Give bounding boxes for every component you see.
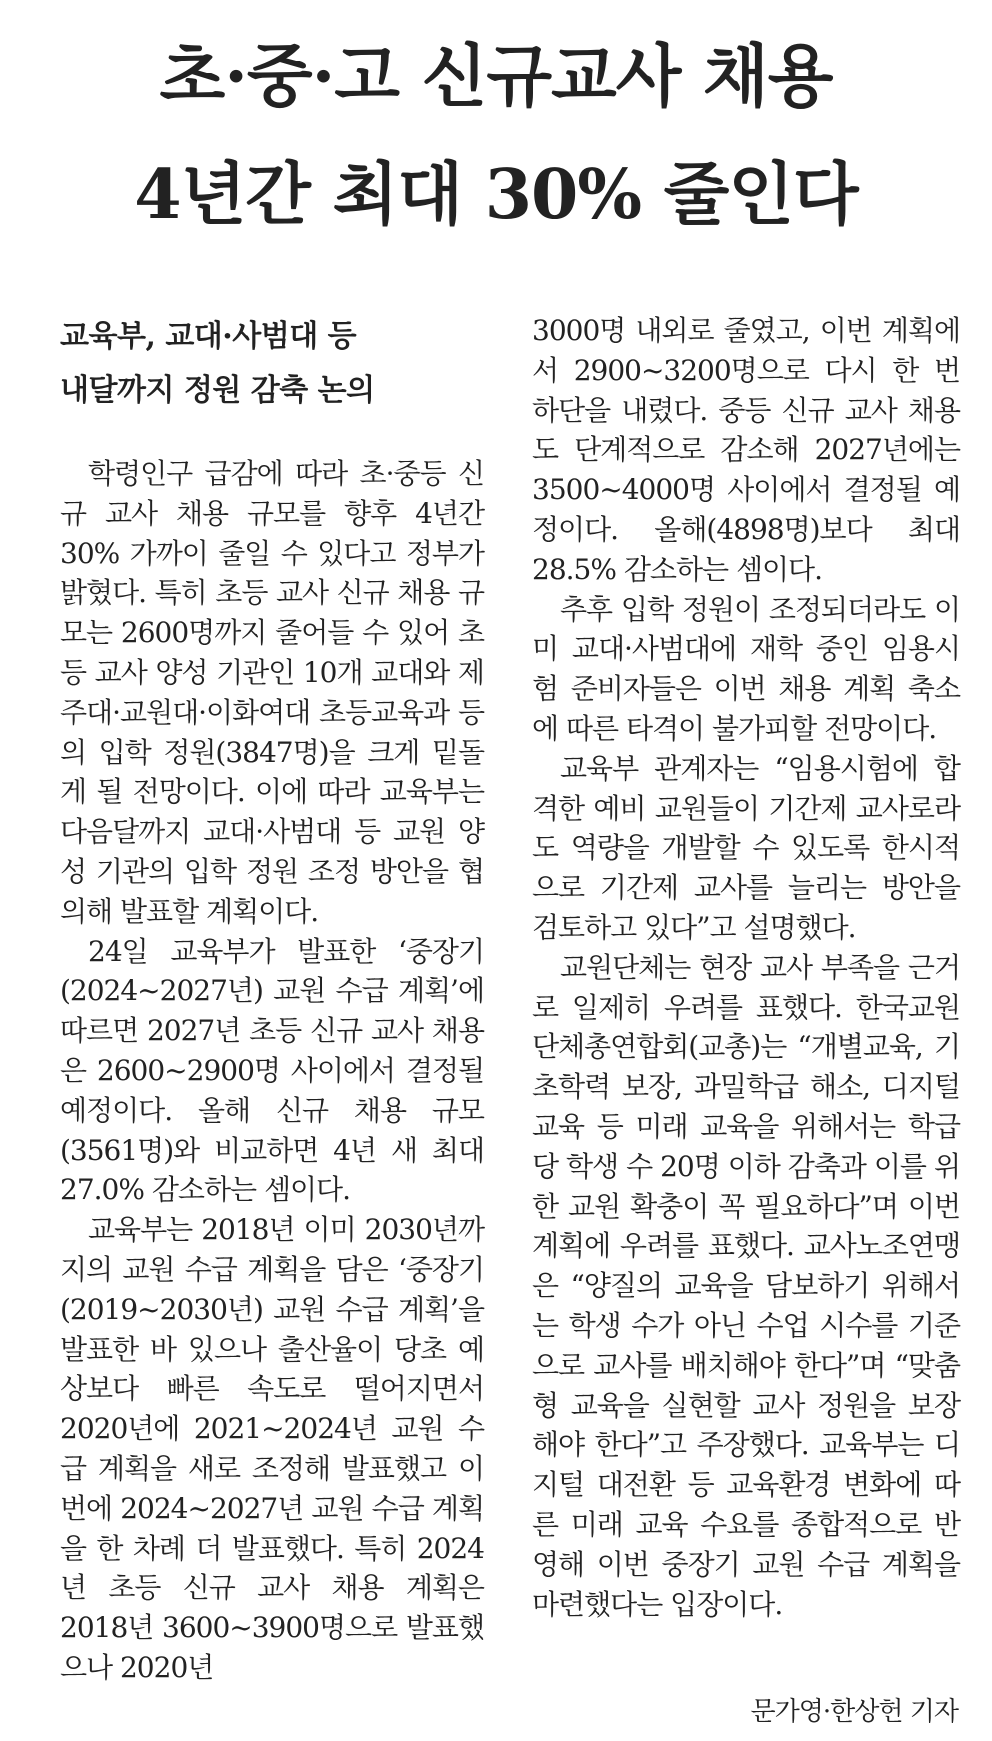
byline: 문가영·한상헌 기자 [750, 1697, 958, 1727]
paragraph: 교육부는 2018년 이미 2030년까지의 교원 수급 계획을 담은 ‘중장기(2019~2030년) 교원 수급 계획’을 발표한 바 있으나 출산율이 당초 예상보다 빠른 속도로 떨어지면서 2020년에 2021~2024년 교원 수급 계획을 새로 조정해 발표했고 이번에 2024~2027년 교원 수급 계획을 한 차례 더 발표했다. 특히 2024년 초등 신규 교사 채용 계획은 2018년 3600~3900명으로 발표했으나 2020년 [60, 1213, 484, 1684]
left-column [60, 310, 484, 1688]
headline-line-1: 초·중·고 신규교사 채용 [159, 37, 833, 117]
subheadline-line-1: 교육부, 교대·사범대 등 [60, 319, 357, 354]
right-column [532, 311, 960, 1624]
headline [0, 18, 992, 254]
paragraph: 24일 교육부가 발표한 ‘중장기(2024~2027년) 교원 수급 계획’에 따르면 2027년 초등 신규 교사 채용은 2600~2900명 사이에서 결정될 예정이다. 올해 신규 채용 규모(3561명)와 비교하면 4년 새 최대 27.0% 감소하는 셈이다. [60, 934, 484, 1207]
paragraph: 교원단체는 현장 교사 부족을 근거로 일제히 우려를 표했다. 한국교원단체총연합회(교총)는 “개별교육, 기초학력 보장, 과밀학급 해소, 디지털 교육 등 미래 교육을 위해서는 학급당 학생 수 20명 이하 감축과 이를 위한 교원 확충이 꼭 필요하다”며 이번 계획에 우려를 표했다. 교사노조연맹은 “양질의 교육을 담보하기 위해서는 학생 수가 아닌 수업 시수를 기준으로 교사를 배치해야 한다”며 “맞춤형 교육을 실현할 교사 정원을 보장해야 한다”고 주장했다. 교육부는 디지털 대전환 등 교육환경 변화에 따른 미래 교육 수요를 종합적으로 반영해 이번 중장기 교원 수급 계획을 마련했다는 입장이다. [532, 950, 960, 1621]
subheadline-line-2: 내달까지 정원 감축 논의 [60, 373, 375, 408]
paragraph: 교육부 관계자는 “임용시험에 합격한 예비 교원들이 기간제 교사로라도 역량을 개발할 수 있도록 한시적으로 기간제 교사를 늘리는 방안을 검토하고 있다”고 설명했다. [532, 751, 960, 944]
headline-line-2: 4년간 최대 30% 줄인다 [134, 155, 858, 235]
subheadline [60, 310, 484, 418]
paragraph: 학령인구 급감에 따라 초·중등 신규 교사 채용 규모를 향후 4년간 30% 가까이 줄일 수 있다고 정부가 밝혔다. 특히 초등 교사 신규 채용 규모는 2600명까지 줄어들 수 있어 초등 교사 양성 기관인 10개 교대와 제주대·교원대·이화여대 초등교육과 등의 입학 정원(3847명)을 크게 밑돌게 될 전망이다. 이에 따라 교육부는 다음달까지 교대·사범대 등 교원 양성 기관의 입학 정원 조정 방안을 협의해 발표할 계획이다. [60, 457, 484, 928]
paragraph-continued: 3000명 내외로 줄였고, 이번 계획에서 2900~3200명으로 다시 한 번 하단을 내렸다. 중등 신규 교사 채용도 단계적으로 감소해 2027년에는 3500~4000명 사이에서 결정될 예정이다. 올해(4898명)보다 최대 28.5% 감소하는 셈이다. [532, 314, 960, 586]
paragraph: 추후 입학 정원이 조정되더라도 이미 교대·사범대에 재학 중인 임용시험 준비자들은 이번 채용 계획 축소에 따른 타격이 불가피할 전망이다. [532, 592, 960, 745]
